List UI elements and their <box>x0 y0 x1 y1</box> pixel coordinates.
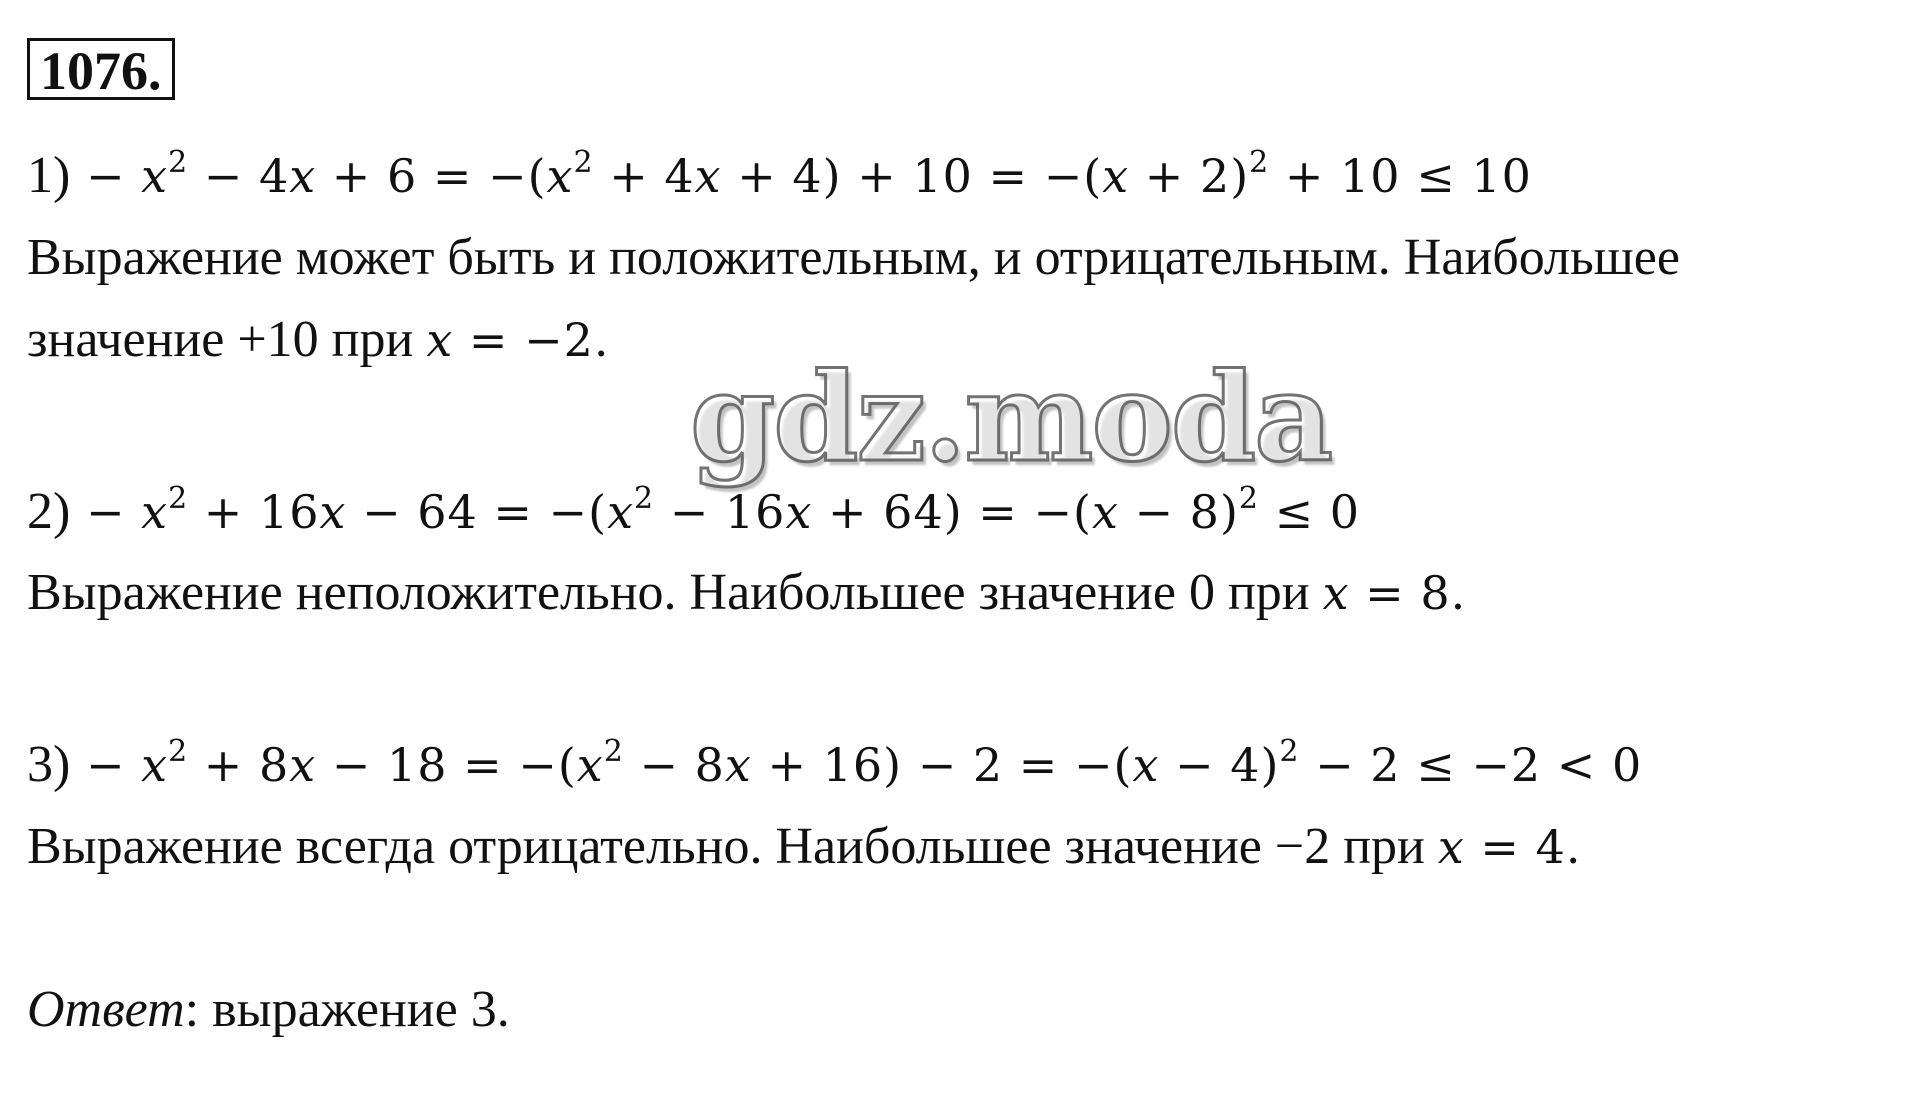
equation-2 <box>27 482 1360 542</box>
answer-text: выражение 3. <box>199 981 510 1038</box>
equation-3 <box>27 735 1642 795</box>
item-1-text-line-1: Выражение может быть и положительным, и отрицательным. Наибольшее <box>27 229 1680 286</box>
equation-2-math: − $x^2 + 16x - 64 = -(x^2 - 16x + 64) = -(x - 8)^2 \le 0$ <box>70 481 1361 539</box>
equation-1-math: − $x^2 - 4x + 6 = -(x^2 + 4x + 4) + 10 = -(x + 2)^2 + 10 \le 10$ <box>70 145 1532 203</box>
item-2-text-line-1: Выражение неположительно. Наибольшее значение 0 при x = 8. <box>27 564 1467 621</box>
answer-line: Ответ: выражение 3. <box>27 981 510 1038</box>
equation-1 <box>27 146 1532 206</box>
item-label-2: 2) <box>27 483 71 540</box>
equation-3-math: − $x^2 + 8x - 18 = -(x^2 - 8x + 16) - 2 = -(x - 4)^2 - 2 \le -2 < 0$ <box>70 734 1643 792</box>
watermark-logo: gdz.moda <box>690 345 1332 489</box>
answer-label: Ответ <box>27 981 185 1038</box>
item-1-text-line-2: значение +10 при x = −2. <box>27 311 610 368</box>
item-label-3: 3) <box>27 736 71 793</box>
problem-number: 1076. <box>27 38 175 100</box>
item-3-text-line-1: Выражение всегда отрицательно. Наибольшее значение −2 при x = 4. <box>27 818 1582 875</box>
item-label-1: 1) <box>27 147 71 204</box>
